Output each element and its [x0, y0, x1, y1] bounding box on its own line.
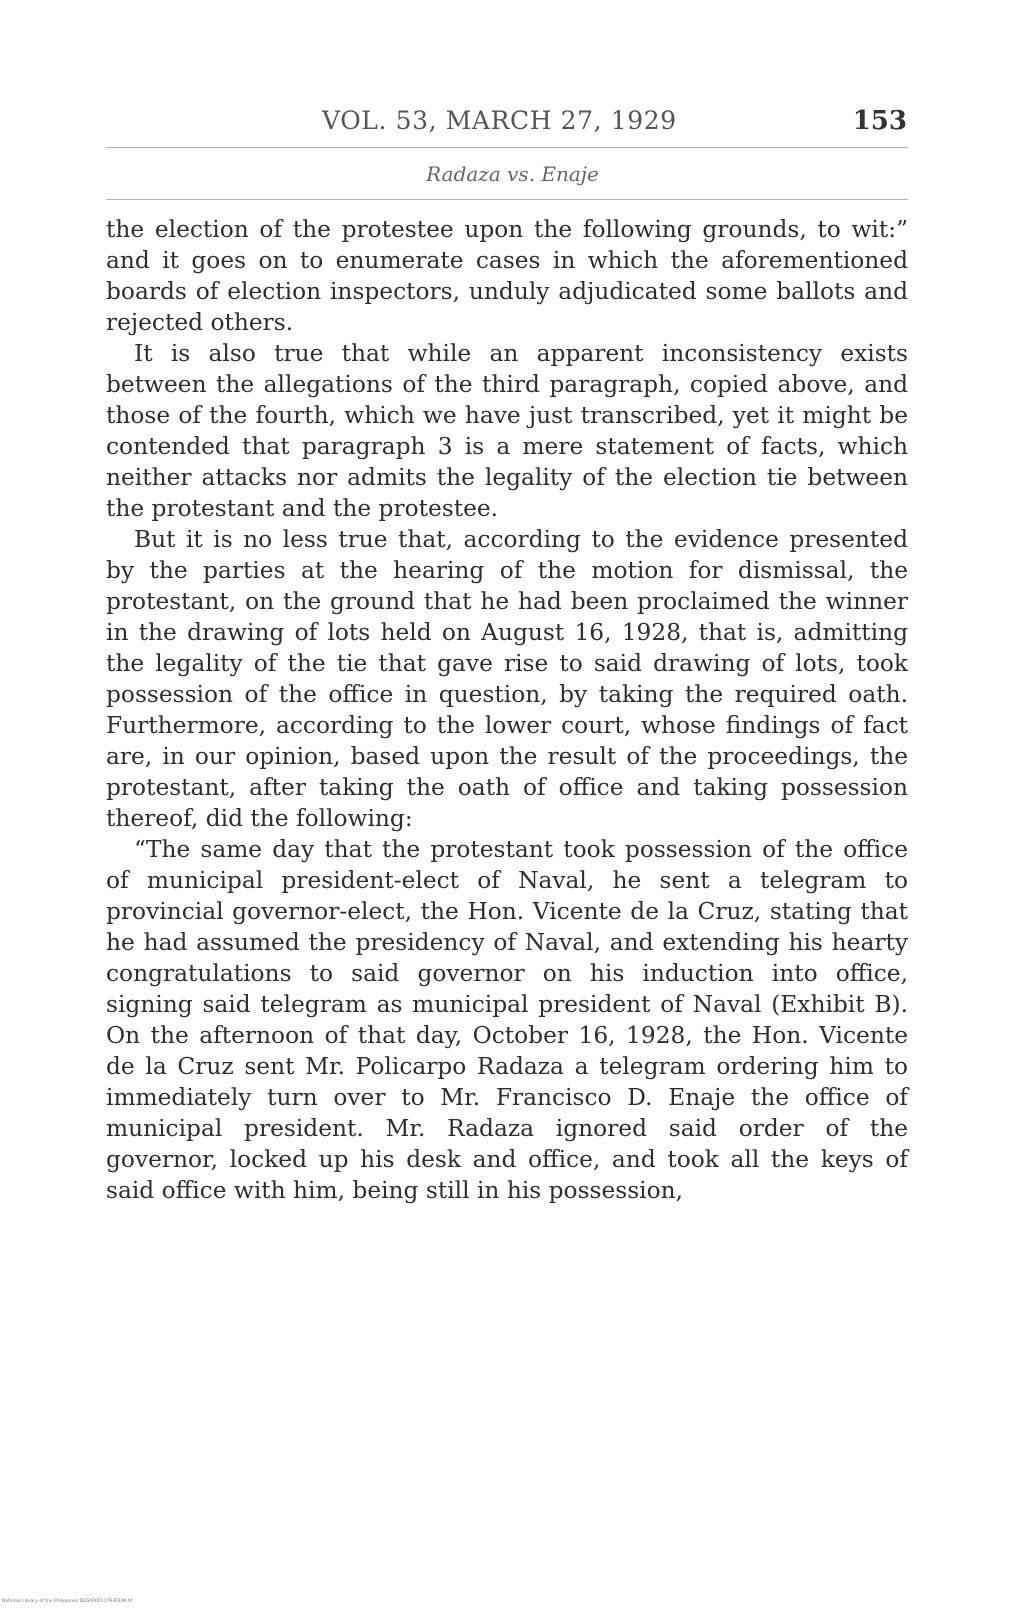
quoted-paragraph: “The same day that the protestant took possession of the office of municipal president-elect of Naval, he sent a telegram to provincial governor-elect, the Hon. Vicente de la Cruz, stating that he had assumed the presidency of Naval, and extending his hearty congratulations to said governor on his induction into office, signing said telegram as municipal president of Naval (Exhibit B). On the afternoon of that day, October 16, 1928, the Hon. Vicente de la Cruz sent Mr. Policarpo Radaza a telegram ordering him to immediately turn over to Mr. Francisco D. Enaje the office of municipal president. Mr. Radaza ignored said order of the governor, locked up his desk and office, and took all the keys of said office with him, being still in his possession,: [106, 836, 908, 1204]
header-rule-bottom: [106, 199, 908, 200]
case-title-text: Radaza vs. Enaje: [426, 162, 599, 186]
case-title: [0, 162, 1025, 186]
body-text: [106, 214, 908, 1206]
paragraph: It is also true that while an apparent inconsistency exists between the allegations of the third paragraph, copied above, and those of the fourth, which we have just transcribed, yet it might be contended that paragraph 3 is a mere statement of facts, which neither attacks nor admits the legality of the election tie between the protestant and the protestee.: [106, 340, 908, 522]
paragraph: But it is no less true that, according to the evidence presented by the parties at the hearing of the motion for dismissal, the protestant, on the ground that he had been proclaimed the winner in the drawing of lots held on August 16, 1928, that is, admitting the legality of the tie that gave rise to said drawing of lots, took possession of the office in question, by taking the required oath. Furthermore, according to the lower court, whose findings of fact are, in our opinion, based upon the result of the proceedings, the protestant, after taking the oath of office and taking possession thereof, did the following:: [106, 526, 908, 832]
archive-footer-mark: National Library of the Philippines DGSP000117930196.tif: [2, 1599, 133, 1604]
paragraph-continuation: the election of the protestee upon the following grounds, to wit:” and it goes on to enumerate cases in which the aforementioned boards of election inspectors, unduly adjudicated some ballots and rejected others.: [106, 216, 908, 336]
running-head: VOL. 53, MARCH 27, 1929: [322, 106, 677, 135]
header-rule-top: [106, 147, 908, 148]
page-number: 153: [852, 106, 907, 136]
